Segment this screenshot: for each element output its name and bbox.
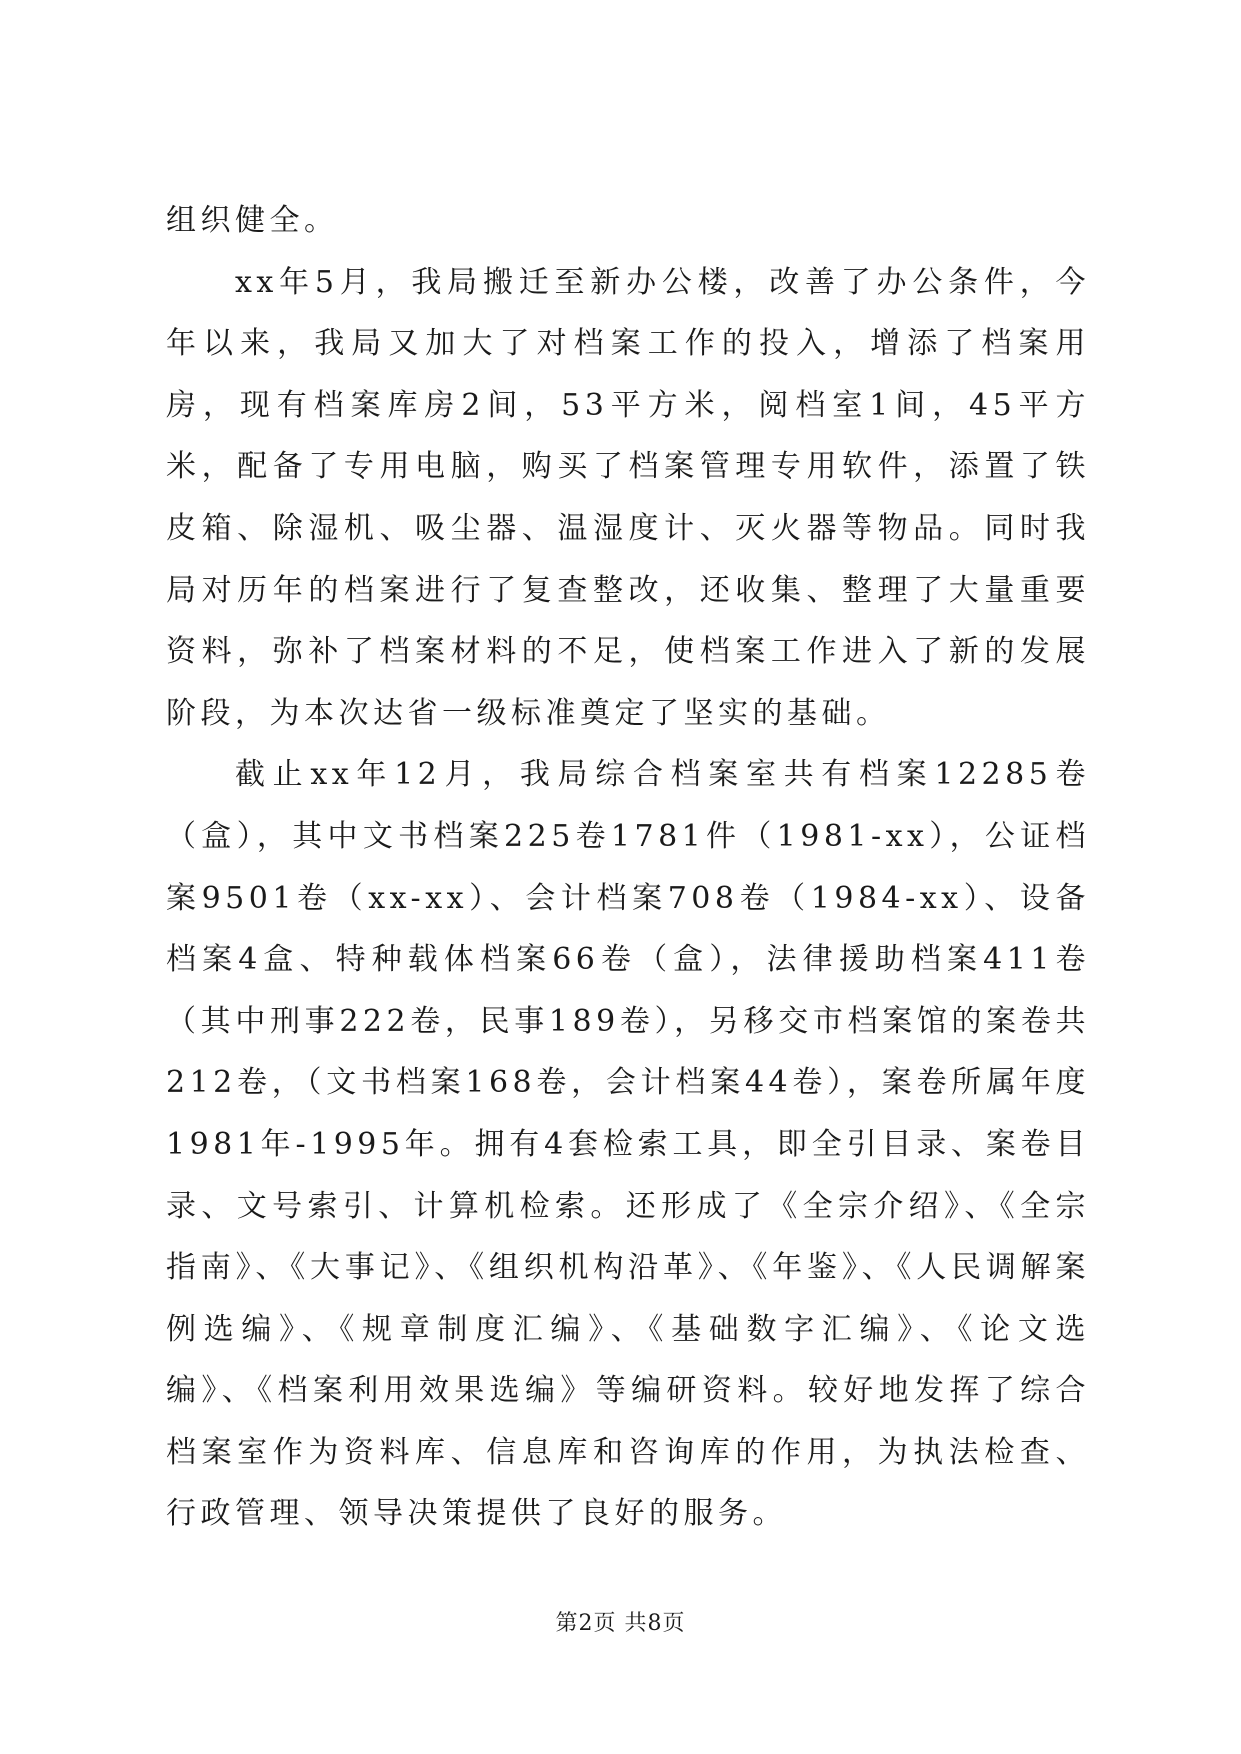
paragraph-continuation: 组织健全。 (166, 203, 339, 238)
document-body (166, 190, 1090, 1545)
paragraph-office-relocation: xx年5月，我局搬迁至新办公楼，改善了办公条件，今年以来，我局又加大了对档案工作的投入，增添了档案用房，现有档案库房2间，53平方米，阅档室1间，45平方米，配备了专用电脑，购买了档案管理专用软件，添置了铁皮箱、除湿机、吸尘器、温湿度计、灭火器等物品。同时我局对历年的档案进行了复查整改，还收集、整理了大量重要资料，弥补了档案材料的不足，使档案工作进入了新的发展阶段，为本次达省一级标准奠定了坚实的基础。 (166, 264, 1090, 731)
paragraph-archive-holdings: 截止xx年12月，我局综合档案室共有档案12285卷（盒），其中文书档案225卷1781件（1981-xx），公证档案9501卷（xx-xx）、会计档案708卷（1984-xx）、设备档案4盒、特种载体档案66卷（盒），法律援助档案411卷（其中刑事222卷，民事189卷），另移交市档案馆的案卷共212卷，（文书档案168卷，会计档案44卷），案卷所属年度1981年-1995年。拥有4套检索工具，即全引目录、案卷目录、文号索引、计算机检索。还形成了《全宗介绍》、《全宗指南》、《大事记》、《组织机构沿革》、《年鉴》、《人民调解案例选编》、《规章制度汇编》、《基础数字汇编》、《论文选编》、《档案利用效果选编》等编研资料。较好地发挥了综合档案室作为资料库、信息库和咨询库的作用，为执法检查、行政管理、领导决策提供了良好的服务。 (166, 757, 1090, 1532)
page-footer: 第2页 共8页 (555, 1611, 686, 1636)
